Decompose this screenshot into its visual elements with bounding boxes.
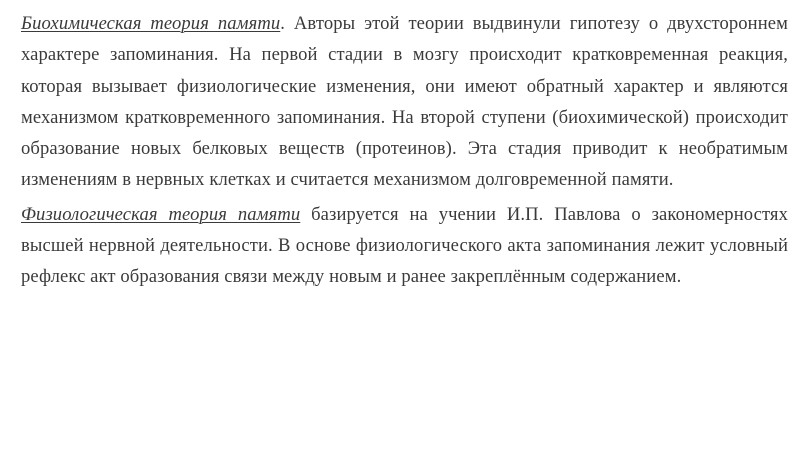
biochemical-theory-term: Биохимическая теория памяти bbox=[21, 13, 281, 34]
biochemical-theory-text: . Авторы этой теории выдвинули гипотезу о двухстороннем характере запоминания. На первой стадии в мозгу происходит кратковременная реакция, которая вызывает физиологические изменения, они имеют обратный характер и являются механизмом кратковременного запоминания. На второй ступени (биохимической) происходит образование новых белковых веществ (протеинов). Эта стадия приводит к необратимым изменениям в нервных клетках и считается механизмом долговременной памяти. bbox=[21, 13, 788, 191]
biochemical-theory-paragraph bbox=[21, 8, 788, 196]
physiological-theory-paragraph bbox=[21, 199, 788, 293]
physiological-theory-term: Физиологическая теория памяти bbox=[21, 203, 301, 225]
physiological-theory-text: базируется на учении И.П. Павлова о закономерностях высшей нервной деятельности. В основе физиологического акта запоминания лежит условный рефлекс акт образования связи между новым и ранее закреплённым содержанием. bbox=[21, 203, 788, 288]
